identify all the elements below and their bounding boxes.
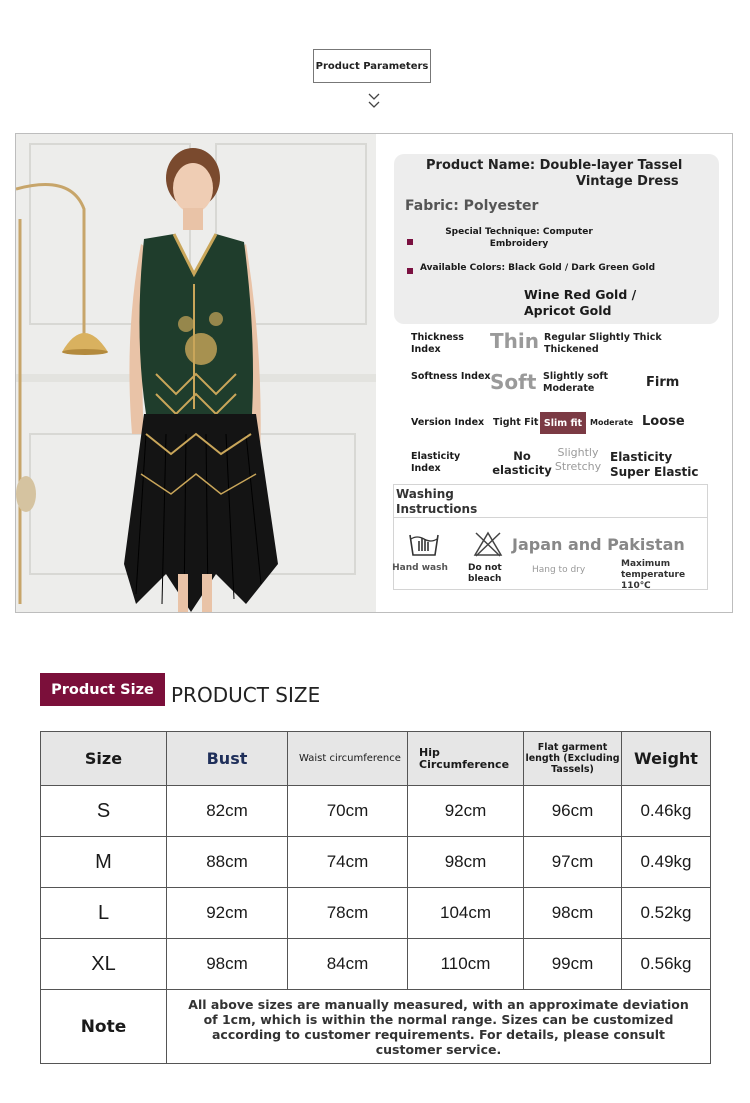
elasticity-index-label: Elasticity Index (411, 451, 461, 474)
table-row (41, 939, 711, 990)
waist-cell: 84cm (288, 939, 408, 990)
product-name-line1: Product Name: Double-layer Tassel (426, 158, 683, 173)
available-colors: Available Colors: Black Gold / Dark Green Gold (420, 263, 656, 273)
bullet-icon (407, 239, 413, 245)
note-label: Note (41, 990, 167, 1064)
length-cell: 99cm (524, 939, 622, 990)
weight-cell: 0.46kg (622, 786, 711, 837)
product-size-title: PRODUCT SIZE (171, 683, 321, 707)
thickness-index-label: Thickness Index (411, 332, 464, 355)
product-photo (16, 134, 376, 612)
bust-cell: 98cm (167, 939, 288, 990)
header-bust: Bust (167, 732, 288, 786)
thickness-selected: Thin (490, 329, 539, 353)
waist-cell: 74cm (288, 837, 408, 888)
product-size-badge: Product Size (40, 673, 165, 706)
elasticity-none: No elasticity (492, 449, 552, 477)
product-parameters-panel (15, 133, 733, 613)
elasticity-slightly: Slightly Stretchy (554, 446, 602, 473)
note-text: All above sizes are manually measured, with an approximate deviation of 1cm, which is within the normal range. Sizes can be customized according to customer requirements. For details, please consult customer service. (167, 990, 711, 1064)
table-row (41, 786, 711, 837)
max-temperature-label: Maximum temperature 110℃ (621, 559, 686, 591)
do-not-bleach-label: Do not bleach (468, 563, 502, 584)
thickness-options: Regular Slightly Thick Thickened (544, 332, 662, 355)
softness-selected: Soft (490, 370, 537, 394)
header-waist: Waist circumference (288, 732, 408, 786)
product-name (426, 158, 686, 190)
fabric-label: Fabric: Polyester (405, 198, 539, 214)
special-technique: Special Technique: Computer Embroidery (445, 227, 593, 249)
available-colors-more: Wine Red Gold / Apricot Gold (524, 287, 637, 318)
bust-cell: 88cm (167, 837, 288, 888)
softness-firm: Firm (646, 375, 680, 390)
hand-wash-icon (408, 529, 440, 559)
hip-cell: 110cm (408, 939, 524, 990)
size-cell: S (41, 786, 167, 837)
product-info-card (394, 154, 719, 324)
size-cell: XL (41, 939, 167, 990)
hand-wash-label: Hand wash (392, 563, 448, 573)
weight-cell: 0.56kg (622, 939, 711, 990)
divider (394, 517, 707, 518)
table-row (41, 837, 711, 888)
product-name-line2: Vintage Dress (576, 174, 679, 189)
version-slim-fit-selected: Slim fit (540, 412, 586, 434)
version-loose: Loose (642, 414, 685, 429)
bullet-icon (407, 268, 413, 274)
version-tight-fit: Tight Fit (493, 417, 539, 428)
length-cell: 96cm (524, 786, 622, 837)
softness-index-label: Softness Index (411, 371, 491, 382)
table-row (41, 888, 711, 939)
version-index-label: Version Index (411, 417, 485, 428)
origin-label: Japan and Pakistan (512, 535, 685, 554)
softness-options: Slightly soft Moderate (543, 371, 609, 394)
waist-cell: 78cm (288, 888, 408, 939)
table-header-row (41, 732, 711, 786)
waist-cell: 70cm (288, 786, 408, 837)
washing-title: Washing Instructions (396, 487, 478, 516)
size-chart-table (40, 731, 711, 1064)
elasticity-options: Elasticity Super Elastic (610, 450, 699, 479)
version-moderate: Moderate (590, 418, 634, 427)
washing-instructions-box (393, 484, 708, 590)
size-cell: M (41, 837, 167, 888)
hip-cell: 104cm (408, 888, 524, 939)
note-row (41, 990, 711, 1064)
chevron-down-icon (368, 93, 380, 101)
length-cell: 98cm (524, 888, 622, 939)
product-parameters-tab: Product Parameters (313, 49, 431, 83)
weight-cell: 0.52kg (622, 888, 711, 939)
hip-cell: 98cm (408, 837, 524, 888)
header-weight: Weight (622, 732, 711, 786)
size-cell: L (41, 888, 167, 939)
header-hip: Hip Circumference (408, 732, 524, 786)
header-size: Size (41, 732, 167, 786)
bust-cell: 82cm (167, 786, 288, 837)
do-not-bleach-icon (473, 531, 503, 557)
chevron-down-icon (368, 101, 380, 109)
header-flat-length: Flat garment length (Excluding Tassels) (524, 732, 622, 786)
weight-cell: 0.49kg (622, 837, 711, 888)
hang-dry-label: Hang to dry (532, 565, 586, 575)
hip-cell: 92cm (408, 786, 524, 837)
length-cell: 97cm (524, 837, 622, 888)
bust-cell: 92cm (167, 888, 288, 939)
